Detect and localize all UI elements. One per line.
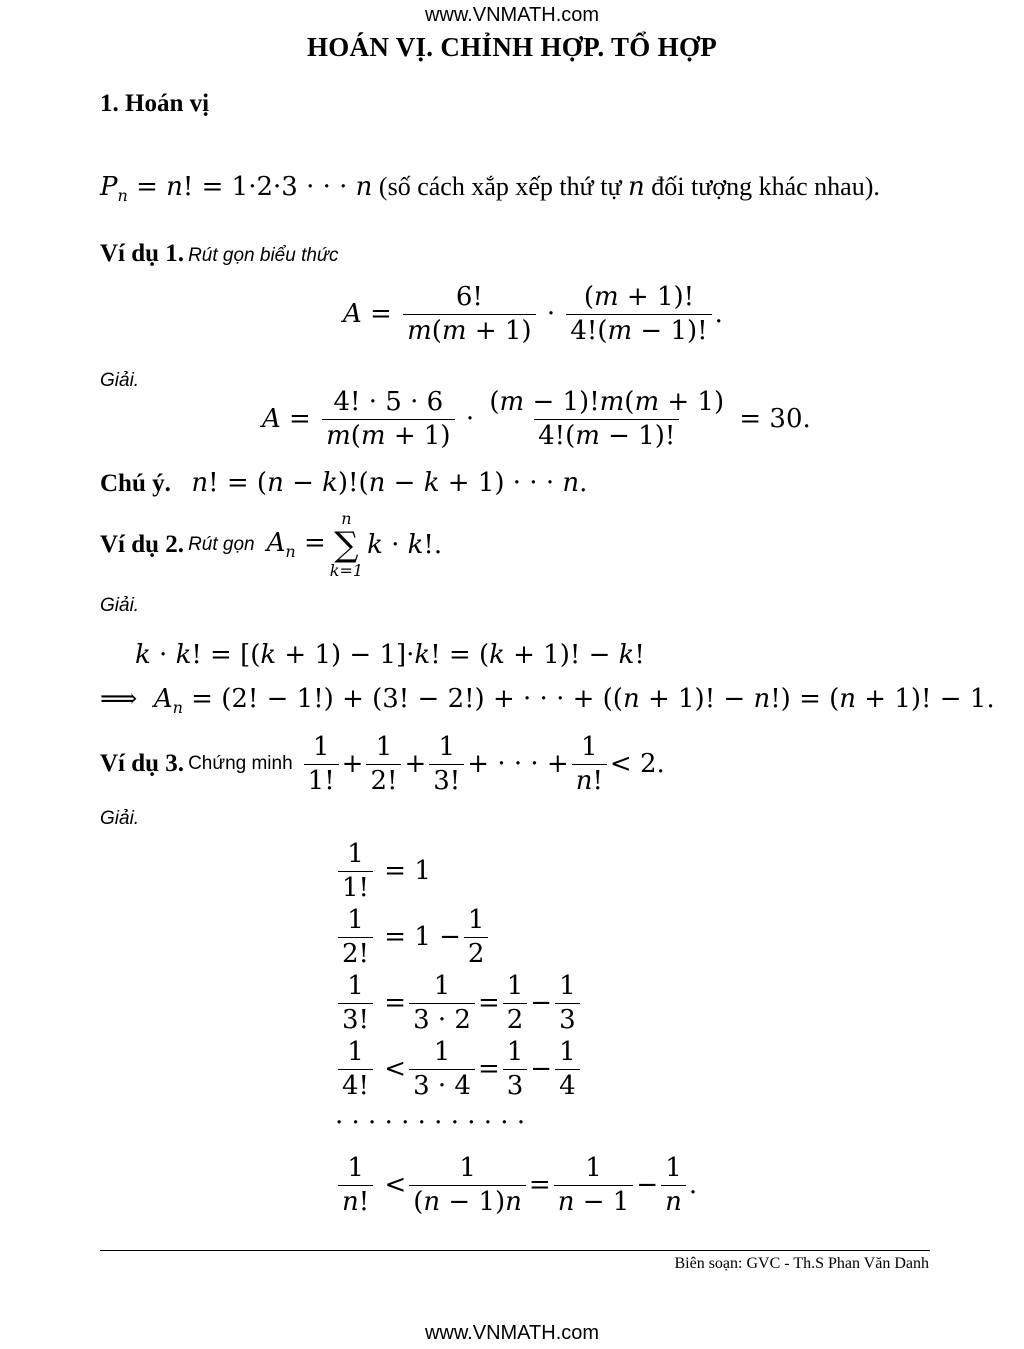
ineq-line-4: $\frac{1}{4!}$ < $\frac{1}{3 \cdot 4}$ = $\frac{1}{3}$ − $\frac{1}{4}$ xyxy=(335,1036,697,1102)
ineq-line-3: $\frac{1}{3!}$ = $\frac{1}{3 \cdot 2}$ = $\frac{1}{2}$ − $\frac{1}{3}$ xyxy=(335,970,697,1036)
page-title: HOÁN VỊ. CHỈNH HỢP. TỔ HỢP xyxy=(306,32,718,62)
example-1-solution-label: Giải. xyxy=(100,370,140,391)
note: Chú ý. n! = (n − k)!(n − k + 1) · · · n. xyxy=(100,468,588,498)
header-site-url: www.VNMATH.com xyxy=(424,4,600,26)
footer-site-url: www.VNMATH.com xyxy=(424,1322,600,1344)
example-3-heading: Ví dụ 3. Chứng minh $\frac{1}{1!}$ + $\frac{1}{2!}$ + $\frac{1}{3!}$ + · · · + $\frac{1}{n!}$ < 2. xyxy=(100,732,665,796)
section-heading: 1. Hoán vị xyxy=(100,90,210,117)
ineq-line-n: $\frac{1}{n!}$ < $\frac{1}{(n - 1)n}$ = $\frac{1}{n - 1}$ − $\frac{1}{n}$ . xyxy=(335,1150,697,1220)
ineq-line-1: $\frac{1}{1!}$ = 1 xyxy=(335,838,697,904)
example-1-heading: Ví dụ 1. Rút gọn biểu thức xyxy=(100,240,339,267)
example-3-solution xyxy=(335,838,697,1220)
example-2-solution-label: Giải. xyxy=(100,595,140,616)
example-2-step-2: ⟹ $A_n = (2$! − 1!) + (3! − 2!) + · · · + ((n + 1)! − n!) = (n + 1)! − 1. xyxy=(100,684,995,718)
footer-author: Biên soạn: GVC - Th.S Phan Văn Danh xyxy=(674,1255,929,1272)
example-2-step-1: k · k! = [(k + 1) − 1]·k! = (k + 1)! − k! xyxy=(135,640,645,670)
example-2-heading: Ví dụ 2. Rút gọn $A_n$ = n ∑ k=1 k · k!. xyxy=(100,509,443,580)
ineq-dots: · · · · · · · · · · · · xyxy=(335,1108,526,1138)
example-1-expression: A = $\frac{6!}{m(m + 1)}$ · $\frac{(m + 1)!}{4!(m - 1)!}$ . xyxy=(343,282,723,346)
footer-rule xyxy=(100,1250,930,1251)
ineq-line-2: $\frac{1}{2!}$ = 1 − $\frac{1}{2}$ xyxy=(335,904,697,970)
example-3-solution-label: Giải. xyxy=(100,808,140,829)
permutation-definition: $P_n = n$! = 1·2·3 · · · n (số cách xắp xếp thứ tự n đối tượng khác nhau). xyxy=(100,172,880,206)
example-1-solution: A = $\frac{4! \cdot 5 \cdot 6}{m(m + 1)}$ · $\frac{(m - 1)!m(m + 1)}{4!(m - 1)!}$ = 30. xyxy=(262,387,811,451)
